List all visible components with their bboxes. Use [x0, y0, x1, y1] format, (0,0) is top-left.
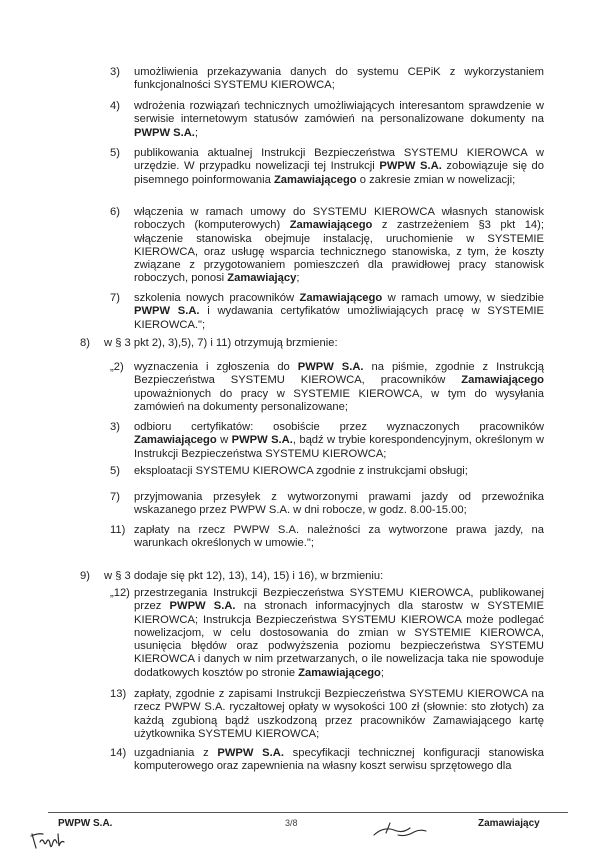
- list-item-number: 7): [110, 491, 120, 503]
- list-item: [110, 100, 544, 140]
- list-item-text: [134, 421, 544, 461]
- list-item-text: [134, 147, 544, 187]
- bold-text: Zamawiającego: [289, 219, 373, 232]
- footer-party: Zamawiający: [478, 818, 540, 829]
- list-item-text: [134, 66, 544, 93]
- list-item-number: 5): [110, 465, 120, 477]
- list-item-text: [134, 361, 544, 414]
- text-run: przestrzegania Instrukcji Bezpieczeństwa SYSTEMU KIEROWCA, publikowanej przez: [134, 587, 544, 613]
- list-item-number: 6): [110, 206, 120, 218]
- text-run: eksploatacji SYSTEMU KIEROWCA zgodnie z instrukcjami obsługi;: [134, 465, 468, 477]
- list-item-text: [134, 747, 544, 774]
- list-item-text: [104, 337, 544, 350]
- list-item: [110, 465, 544, 478]
- list-item-number: „12): [110, 587, 130, 599]
- list-item-number: 13): [110, 688, 127, 700]
- list-item-number: 8): [80, 337, 90, 349]
- list-item: [110, 421, 544, 461]
- list-item: [110, 747, 544, 774]
- text-run: ;: [296, 272, 300, 285]
- bold-text: PWPW S.A.: [297, 361, 364, 373]
- bold-text: PWPW S.A.: [231, 434, 293, 447]
- list-item-text: [134, 688, 544, 741]
- list-item-text: [134, 524, 544, 551]
- text-run: wyznaczenia i zgłoszenia do: [134, 361, 298, 373]
- text-run: w: [216, 434, 232, 447]
- list-item-text: [134, 491, 544, 518]
- list-item-number: 7): [110, 292, 120, 304]
- bold-text: PWPW S.A.: [379, 160, 442, 173]
- bold-text: Zamawiającego: [134, 434, 217, 447]
- list-item: [110, 491, 544, 518]
- text-run: z zastrzeżeniem §3 pkt 14); włączenie stanowiska obejmuje instalację, uruchomienie w SYSTEMIE KIEROWCA, oraz usługę wsparcia technicznego stanowiska, z tym, że koszty związane z przygotowaniem pomieszczeń dla prawidłowej pracy stanowisk roboczych, ponosi: [134, 219, 544, 285]
- list-item-number: 4): [110, 100, 120, 112]
- text-run: zapłaty na rzecz PWPW S.A. należności za wytworzone prawa jazdy, na warunkach określonych w umowie.";: [134, 524, 544, 550]
- text-run: uzgadniania z: [134, 747, 218, 759]
- list-item-number: „2): [110, 361, 124, 373]
- text-run: o zakresie zmian w nowelizacji;: [356, 173, 516, 186]
- bold-text: Zamawiającego: [273, 173, 357, 186]
- text-run: ;: [380, 666, 384, 679]
- bold-text: Zamawiającego: [298, 666, 381, 679]
- text-run: przyjmowania przesyłek z wytworzonymi prawami jazdy od przewoźnika wskazanego przez PWPW S.A. w dni robocze, w godz. 8.00-15.00;: [134, 491, 544, 517]
- list-item: [110, 206, 544, 286]
- text-run: włączenia w ramach umowy do SYSTEMU KIEROWCA własnych stanowisk roboczych (komputerowych): [134, 206, 544, 232]
- signature-icon: [368, 820, 430, 844]
- list-item-number: 3): [110, 66, 120, 78]
- text-run: upoważnionych do pracy w SYSTEMIE KIEROWCA, w tym do wysyłania zamówień na dokumenty personalizowane;: [134, 387, 544, 413]
- bold-text: PWPW S.A.: [169, 600, 236, 613]
- footer-company: PWPW S.A.: [58, 818, 113, 829]
- text-run: , bądź w trybie korespondencyjnym, określonym w Instrukcji Bezpieczeństwa SYSTEMU KIEROWCA;: [134, 434, 544, 460]
- list-item-number: 3): [110, 421, 120, 433]
- text-run: na stronach informacyjnych dla starostw w SYSTEMIE KIEROWCA; Instrukcja Bezpieczeństwa SYSTEMU KIEROWCA może podlegać nowelizacjom, w celu dostosowania do zmian w SYSTEMIE KIEROWCA, usunięcia błędów oraz podwyższenia poziomu bezpieczeństwa SYSTEMU KIEROWCA i danych w nim przetwarzanych, o ile nowelizacja taka nie spowoduje dodatkowych kosztów po stronie: [134, 600, 544, 679]
- list-item: [110, 587, 544, 680]
- footer-divider: [48, 812, 568, 813]
- list-item-number: 9): [80, 570, 90, 582]
- text-run: w ramach umowy, w siedzibie: [382, 292, 544, 304]
- bold-text: Zamawiający: [227, 272, 297, 285]
- text-run: wdrożenia rozwiązań technicznych umożliwiających interesantom sprawdzenie w serwisie internetowym statusów zamówień na personalizowane dokumenty na: [134, 100, 544, 126]
- bold-text: PWPW S.A.: [134, 126, 195, 139]
- list-item-text: [134, 465, 544, 478]
- text-run: na piśmie, zgodnie z Instrukcją Bezpieczeństwa SYSTEMU KIEROWCA, pracowników: [134, 361, 544, 387]
- list-item: [110, 361, 544, 414]
- list-item-text: [104, 570, 544, 583]
- text-run: odbioru certyfikatów: osobiście przez wyznaczonych pracowników: [134, 421, 544, 433]
- list-item: [110, 524, 544, 551]
- bold-text: Zamawiającego: [461, 374, 544, 387]
- list-item: [110, 688, 544, 741]
- list-item-number: 14): [110, 747, 127, 759]
- list-item-number: 11): [110, 524, 126, 536]
- list-item-text: [134, 206, 544, 286]
- list-item: [80, 337, 544, 350]
- list-item: [80, 570, 544, 583]
- text-run: zobowiązuje się do pisemnego poinformowania: [134, 160, 544, 186]
- list-item-number: 5): [110, 147, 120, 159]
- text-run: szkolenia nowych pracowników: [134, 292, 300, 304]
- text-run: specyfikacji technicznej konfiguracji stanowiska komputerowego oraz zapewnienia na własny koszt serwisu sprzętowego dla: [134, 747, 544, 773]
- bold-text: PWPW S.A.: [134, 305, 200, 318]
- text-run: w § 3 dodaje się pkt 12), 13), 14), 15) i 16), w brzmieniu:: [104, 570, 384, 582]
- list-item-text: [134, 100, 544, 140]
- list-item: [110, 66, 544, 93]
- text-run: w § 3 pkt 2), 3),5), 7) i 11) otrzymują brzmienie:: [104, 337, 338, 349]
- bold-text: Zamawiającego: [299, 292, 383, 304]
- initials-signature-icon: [28, 828, 74, 854]
- bold-text: PWPW S.A.: [217, 747, 284, 759]
- page-number: 3/8: [285, 818, 298, 828]
- text-run: i wydawania certyfikatów umożliwiających pracę w SYSTEMIE KIEROWCA.";: [134, 305, 544, 331]
- text-run: zapłaty, zgodnie z zapisami Instrukcji Bezpieczeństwa SYSTEMU KIEROWCA na rzecz PWPW S.A. ryczałtowej opłaty w wysokości 100 zł (słownie: sto złotych) za każdą zgubioną bądź uszkodzoną przez pracowników Zamawiającego kartę użytkownika SYSTEMU KIEROWCA;: [134, 688, 544, 740]
- text-run: publikowania aktualnej Instrukcji Bezpieczeństwa SYSTEMU KIEROWCA w urzędzie. W przypadku nowelizacji tej Instrukcji: [134, 147, 544, 173]
- list-item: [110, 147, 544, 187]
- text-run: umożliwienia przekazywania danych do systemu CEPiK z wykorzystaniem funkcjonalności SYSTEMU KIEROWCA;: [134, 66, 544, 92]
- text-run: ;: [194, 126, 199, 139]
- list-item-text: [134, 292, 544, 332]
- list-item-text: [134, 587, 544, 680]
- list-item: [110, 292, 544, 332]
